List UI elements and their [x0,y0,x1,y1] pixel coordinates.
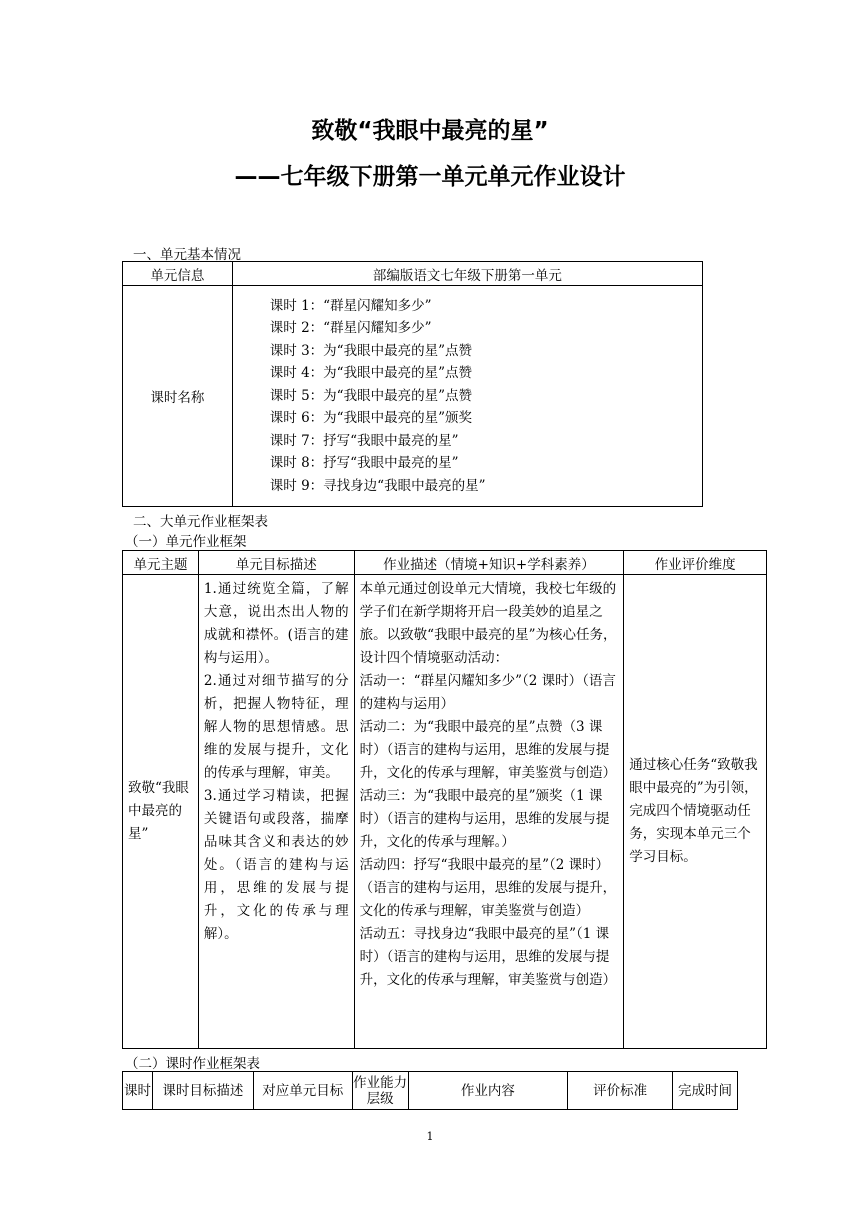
lesson-item: 课时 9：寻找身边“我眼中最亮的星” [269,477,486,494]
activity-item: 活动四：抒写“我眼中最亮的星”（2 课时）（语言的建构与运用，思维的发展与提升，文化的传承与理解，审美鉴赏与创造） [359,857,617,919]
lesson-table-header: 完成时间 [673,1072,738,1110]
lesson-item: 课时 3：为“我眼中最亮的星”点赞 [269,342,472,359]
lesson-table-header: 对应单元目标 [253,1072,352,1110]
framework-header: 作业评价维度 [624,551,767,575]
activity-item: 活动二：为“我眼中最亮的星”点赞（3 课时）（语言的建构与运用，思维的发展与提升，文化的传承与理解，审美鉴赏与创造） [359,719,617,781]
framework-header: 单元目标描述 [198,551,354,575]
evaluation-cell: 通过核心任务“致敬我眼中最亮的”为引领，完成四个情境驱动任务，实现本单元三个学习目标。 [624,575,767,1049]
unit-goal: 3.通过学习精读，把握关键语句或段落，揣摩品味其含义和表达的妙处。（语言的建构与运用，思维的发展与提升，文化的传承与理解）。 [203,788,349,942]
lesson-table-header: 作业内容 [408,1072,568,1110]
lesson-item: 课时 8：抒写“我眼中最亮的星” [269,455,459,472]
page-number: 1 [426,1130,434,1143]
lesson-item: 课时 6：为“我眼中最亮的星”颁奖 [269,410,472,427]
framework-header: 单元主题 [123,551,199,575]
doc-title-line2: ——七年级下册第一单元单元作业设计 [234,164,626,190]
unit-info-table [122,261,703,507]
lesson-item: 课时 4：为“我眼中最亮的星”点赞 [269,365,472,382]
lesson-item: 课时 1：“群星闪耀知多少” [269,297,432,314]
unit-theme-cell: 致敬“我眼中最亮的星” [123,575,199,1049]
lesson-framework-table [122,1071,738,1110]
unit-info-value: 部编版语文七年级下册第一单元 [232,262,702,286]
framework-header: 作业描述（情境+知识+学科素养） [354,551,624,575]
unit-framework-table [122,550,767,1049]
activity-item: 活动三：为“我眼中最亮的星”颁奖（1 课时）（语言的建构与运用，思维的发展与提升，文化的传承与理解。） [359,788,610,850]
section1-heading: 一、单元基本情况 [133,247,241,263]
activity-item: 活动一：“群星闪耀知多少”（2 课时）（语言的建构与运用） [359,673,616,712]
lesson-names-label: 课时名称 [123,286,233,507]
section2-sub1: （一）单元作业框架 [125,534,247,550]
section2-sub2: （二）课时作业框架表 [125,1056,260,1072]
lesson-names-cell [232,286,702,507]
lesson-item: 课时 5：为“我眼中最亮的星”点赞 [269,387,472,404]
lesson-table-header: 评价标准 [568,1072,673,1110]
homework-description-cell [354,575,624,1049]
unit-goals-cell [198,575,354,1049]
lesson-item: 课时 2：“群星闪耀知多少” [269,320,432,337]
unit-info-label: 单元信息 [123,262,233,286]
lesson-table-header: 课时 [123,1072,153,1110]
activity-item: 活动五：寻找身边“我眼中最亮的星”（1 课时）（语言的建构与运用，思维的发展与提升，文化的传承与理解，审美鉴赏与创造） [359,926,617,988]
lesson-item: 课时 7：抒写“我眼中最亮的星” [269,432,459,449]
unit-goal: 2.通过对细节描写的分析，把握人物特征，理解人物的思想情感。思维的发展与提升，文化的传承与理解，审美。 [203,673,349,781]
unit-goal: 1.通过统览全篇，了解大意，说出杰出人物的成就和襟怀。(语言的建构与运用）。 [203,581,349,666]
description-intro: 本单元通过创设单元大情境，我校七年级的学子们在新学期将开启一段美妙的追星之旅。以致敬“我眼中最亮的星”为核心任务，设计四个情境驱动活动： [359,581,617,666]
doc-title-line1: 致敬“我眼中最亮的星” [311,118,549,144]
lesson-table-header: 作业能力层级 [352,1072,408,1110]
lesson-table-header: 课时目标描述 [152,1072,253,1110]
section2-heading: 二、大单元作业框架表 [133,514,268,530]
